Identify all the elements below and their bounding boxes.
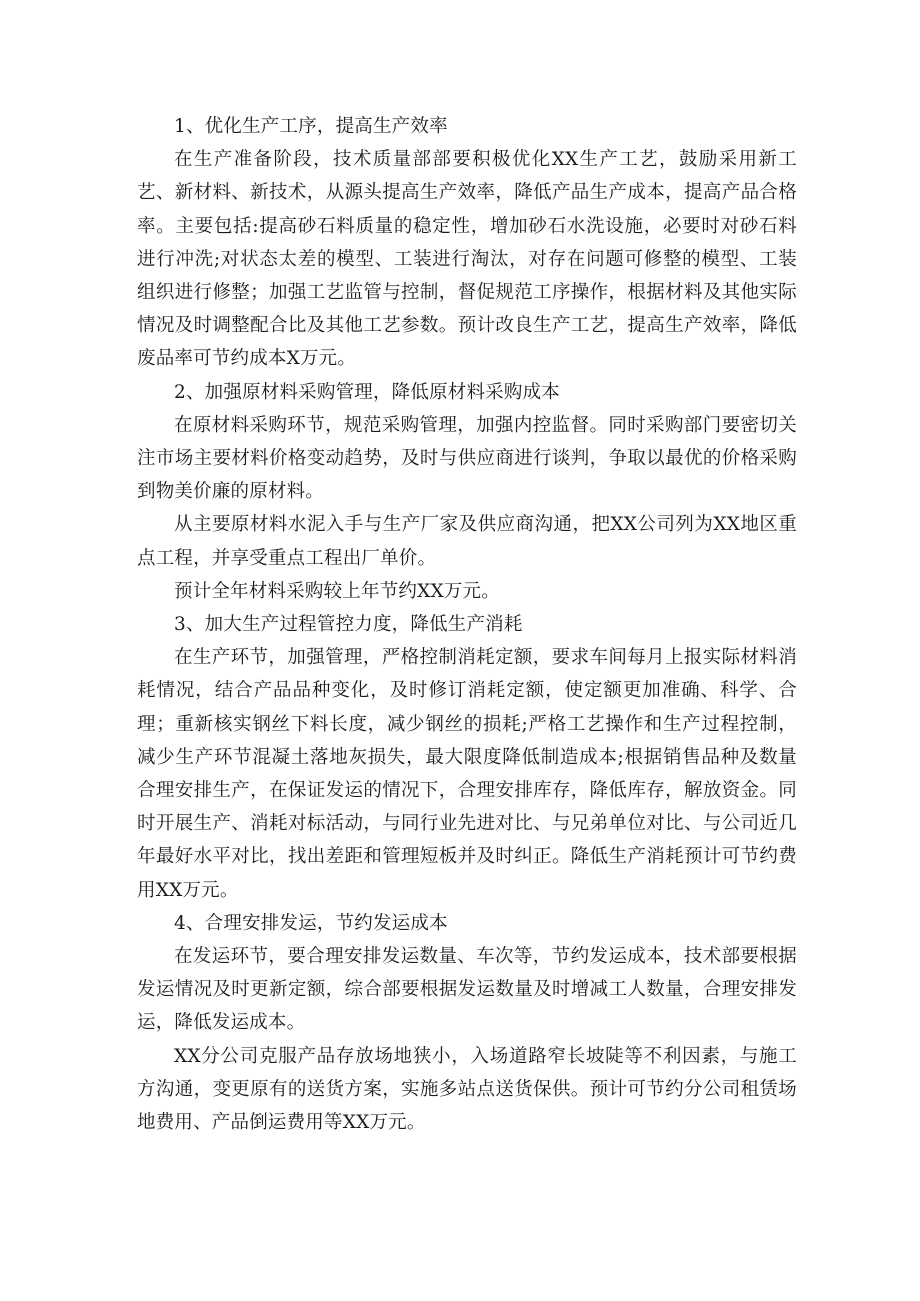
section-heading-1: 1、优化生产工序，提高生产效率 (174, 116, 448, 137)
body-paragraph: 预计全年材料采购较上年节约XX万元。 (174, 580, 500, 602)
body-paragraph: 在原材料采购环节，规范采购管理，加强内控监督。同时采购部门要密切关注市场主要材料价格变动趋势，及时与供应商进行谈判，争取以最优的价格采购到物美价廉的原材料。 (137, 414, 797, 503)
body-paragraph: 从主要原材料水泥入手与生产厂家及供应商沟通，把XX公司列为XX地区重点工程，并享受重点工程出厂单价。 (137, 514, 797, 569)
section-heading-3: 3、加大生产过程管控力度，降低生产消耗 (174, 614, 523, 636)
body-paragraph: 在生产准备阶段，技术质量部部要积极优化XX生产工艺，鼓励采用新工艺、新材料、新技术，从源头提高生产效率，降低产品生产成本，提高产品合格率。主要包括:提高砂石料质量的稳定性，增加砂石水洗设施，必要时对砂石料进行冲洗;对状态太差的模型、工装进行淘汰，对存在问题可修整的模型、工装组织进行修整；加强工艺监管与控制，督促规范工序操作，根据材料及其他实际情况及时调整配合比及其他工艺参数。预计改良生产工艺，提高生产效率，降低废品率可节约成本X万元。 (137, 149, 797, 370)
section-heading-2: 2、加强原材料采购管理，降低原材料采购成本 (174, 381, 560, 403)
section-heading-4: 4、合理安排发运，节约发运成本 (174, 912, 448, 934)
body-paragraph: 在发运环节，要合理安排发运数量、车次等，节约发运成本，技术部要根据发运情况及时更新定额，综合部要根据发运数量及时增减工人数量，合理安排发运，降低发运成本。 (137, 946, 797, 1034)
document-body (137, 110, 797, 1139)
body-paragraph: XX分公司克服产品存放场地狭小，入场道路窄长坡陡等不利因素，与施工方沟通，变更原有的送货方案，实施多站点送货保供。预计可节约分公司租赁场地费用、产品倒运费用等XX万元。 (137, 1045, 797, 1134)
body-paragraph: 在生产环节，加强管理，严格控制消耗定额，要求车间每月上报实际材料消耗情况，结合产品品种变化，及时修订消耗定额，使定额更加准确、科学、合理；重新核实钢丝下料长度，减少钢丝的损耗;严格工艺操作和生产过程控制，减少生产环节混凝土落地灰损失，最大限度降低制造成本;根据销售品种及数量合理安排生产，在保证发运的情况下，合理安排库存，降低库存，解放资金。同时开展生产、消耗对标活动，与同行业先进对比、与兄弟单位对比、与公司近几年最好水平对比，找出差距和管理短板并及时纠正。降低生产消耗预计可节约费用XX万元。 (137, 647, 797, 901)
